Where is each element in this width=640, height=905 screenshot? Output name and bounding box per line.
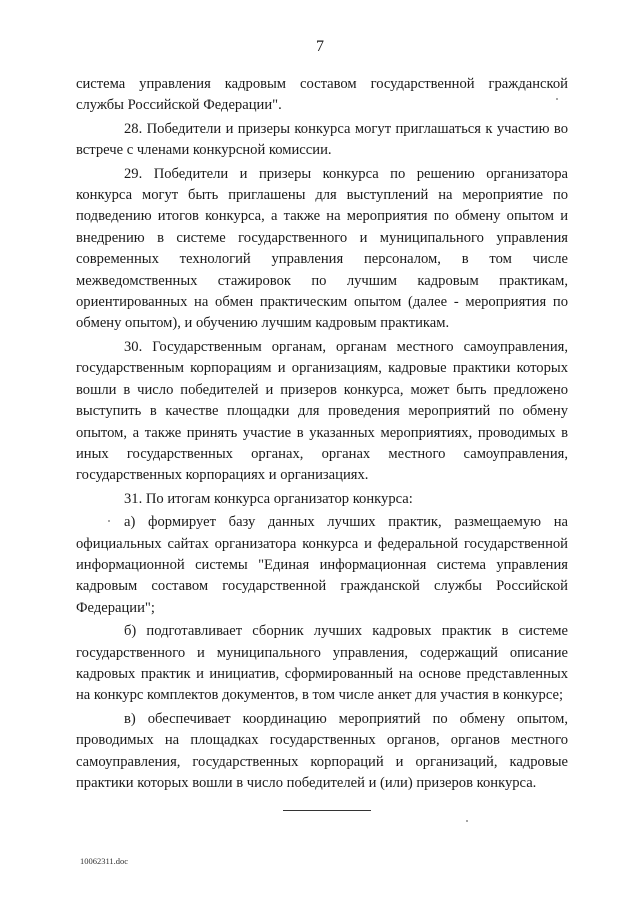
paragraph-continuation: система управления кадровым составом государственной гражданской службы Российской Федерации".	[76, 76, 568, 114]
paragraph-31-b: б) подготавливает сборник лучших кадровых практик в системе государственного и муниципального управления, содержащий описание кадровых практик и инициатив, сформированный на основе представленных на конкурс комплектов документов, в том числе анкет для участия в конкурсе;	[76, 623, 568, 704]
paragraph-29: 29. Победители и призеры конкурса по решению организатора конкурса могут быть приглашены для выступлений на мероприятие по подведению итогов конкурса, а также на мероприятия по обмену опытом и внедрению в системе государственного и муниципального управления современных технологий управления персоналом, в том числе межведомственных стажировок по лучшим кадровым практикам, ориентированных на обмен практическим опытом (далее - мероприятия по обмену опытом), и обучению лучшим кадровым практикам.	[76, 165, 568, 332]
scan-speck	[466, 820, 468, 822]
scan-speck	[108, 520, 110, 522]
paragraph-28: 28. Победители и призеры конкурса могут приглашаться к участию во встрече с членами конкурсной комиссии.	[76, 120, 568, 159]
paragraph-30: 30. Государственным органам, органам местного самоуправления, государственным корпорациям и организациям, кадровые практики которых вошли в число победителей и призеров конкурса, может быть предложено выступить в качестве площадки для проведения мероприятий по обмену опытом, а также принять участие в указанных мероприятиях, проводимых в иных государственных органах, органах местного самоуправления, государственных корпорациях и организациях.	[76, 338, 568, 484]
paragraph-31-a: а) формирует базу данных лучших практик, размещаемую на официальных сайтах организатора конкурса и федеральной государственной информационной системы "Единая информационная система управления кадровым составом государственной гражданской службы Российской Федерации";	[76, 514, 568, 616]
scan-speck	[556, 98, 558, 100]
document-body	[76, 74, 568, 794]
paragraph-31: 31. По итогам конкурса организатор конкурса:	[124, 490, 413, 507]
paragraph-31-v: в) обеспечивает координацию мероприятий по обмену опытом, проводимых на площадках государственных органов, органов местного самоуправления, государственных корпораций и организаций, кадровые практики которых вошли в число победителей и (или) призеров конкурса.	[76, 710, 568, 791]
footer-filename: 10062311.doc	[80, 856, 129, 866]
end-separator-line	[283, 810, 371, 811]
page-number: 7	[316, 38, 324, 55]
